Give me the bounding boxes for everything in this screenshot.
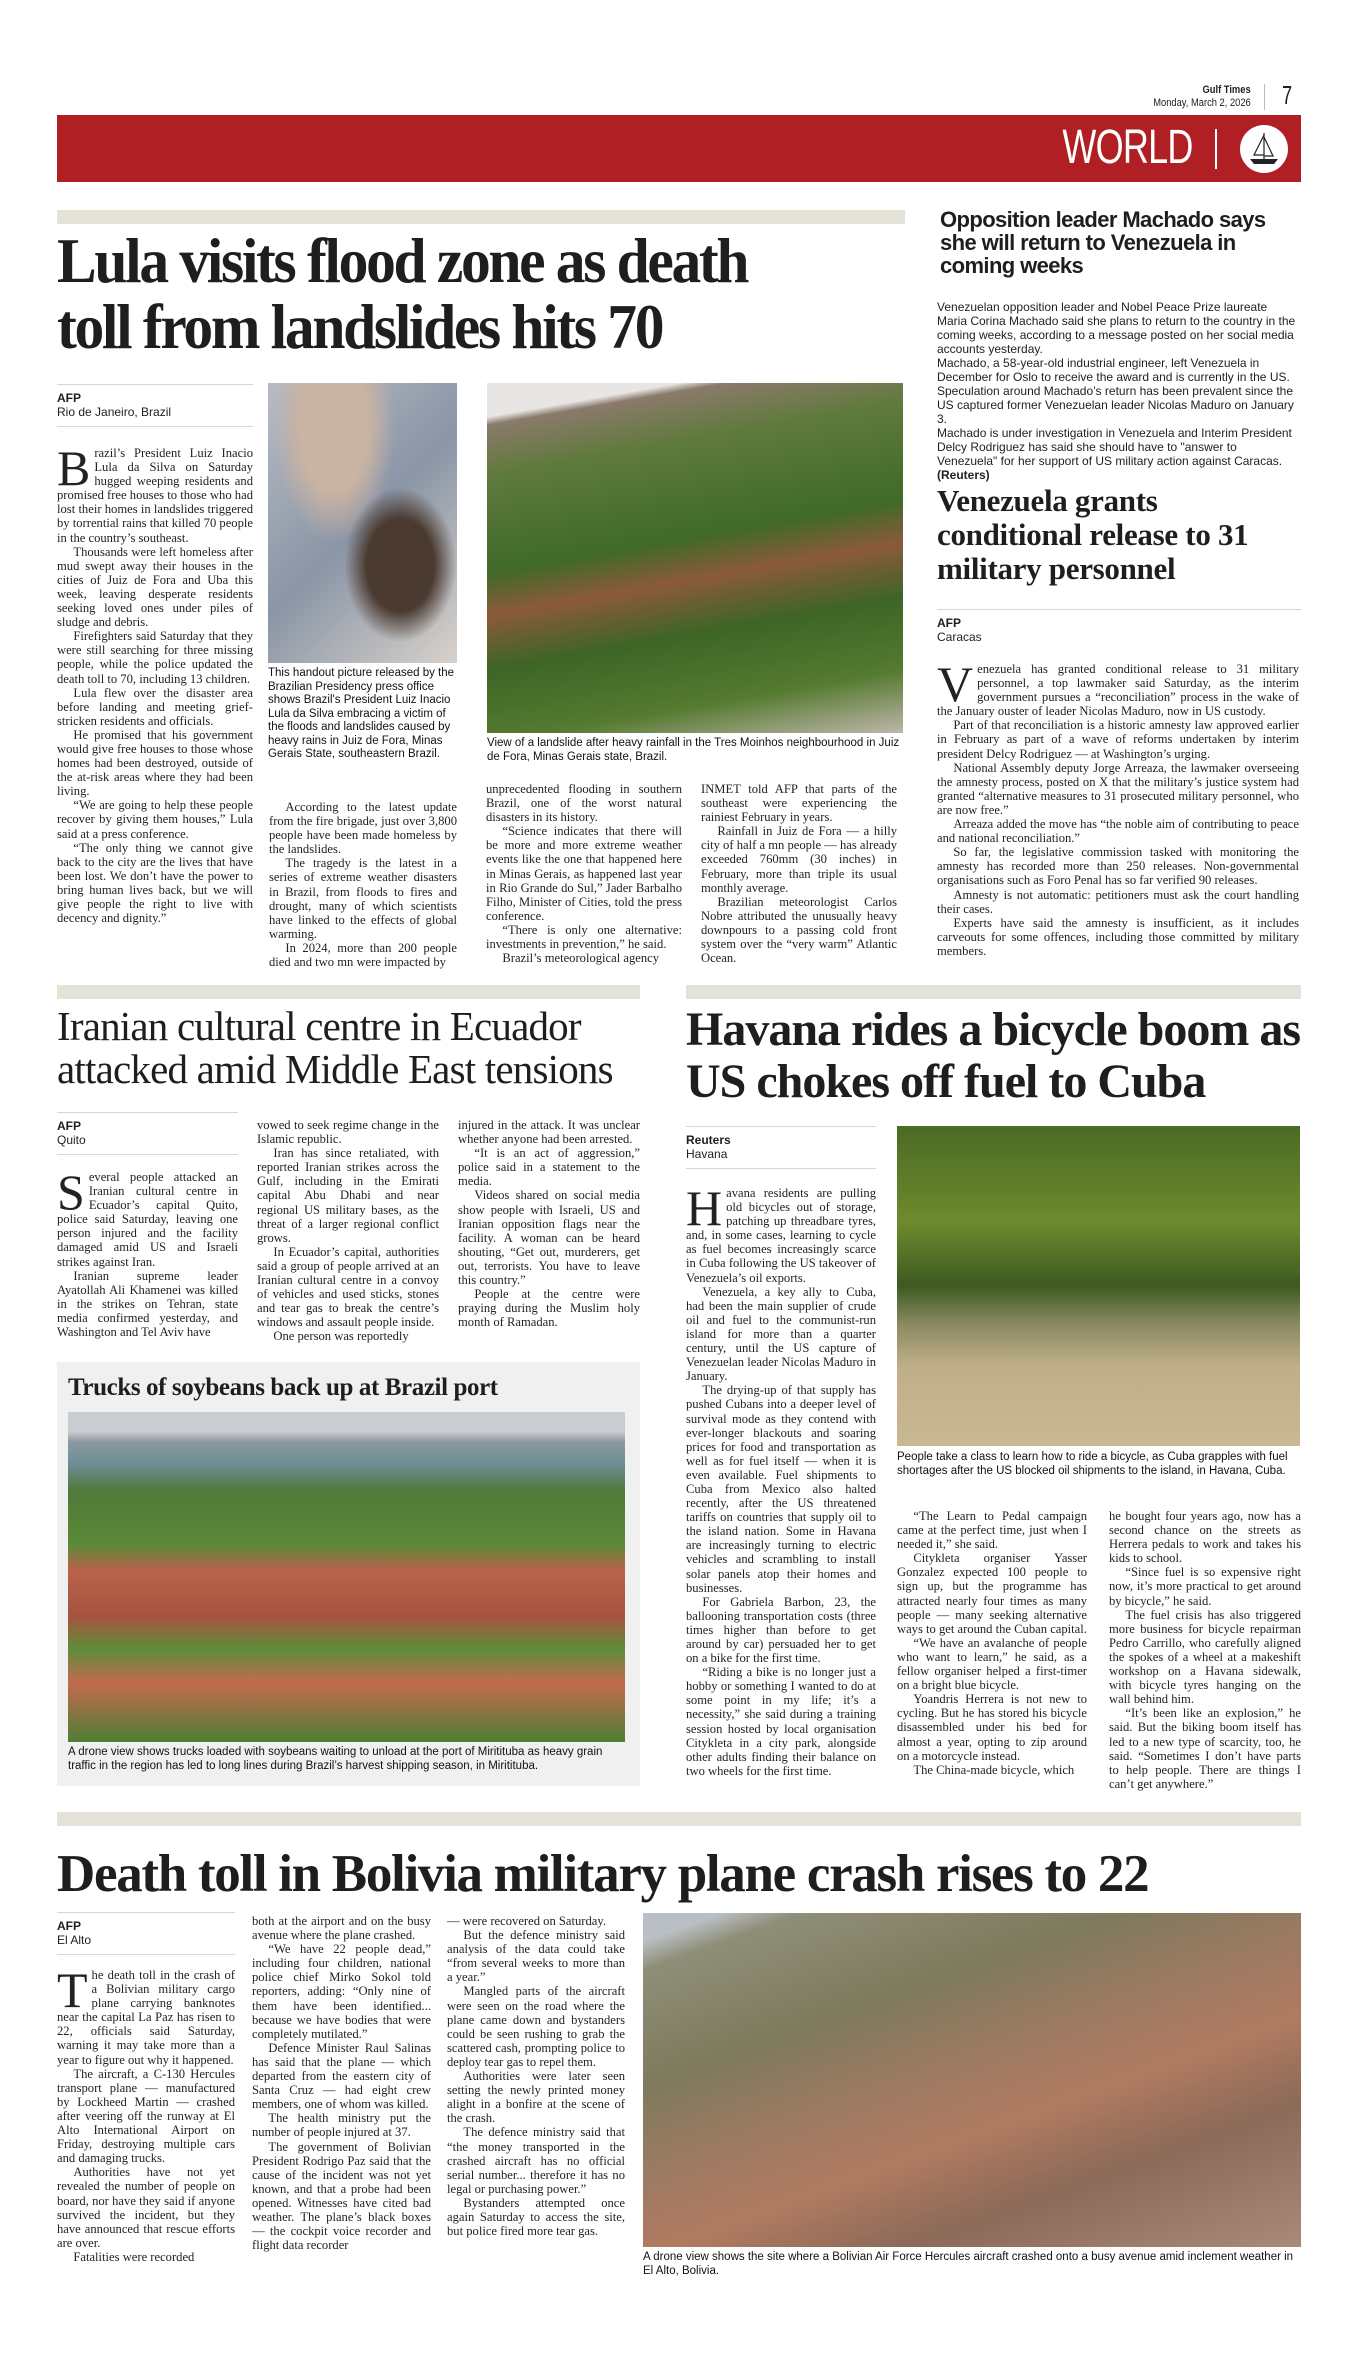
paragraph: both at the airport and on the busy avenue where the plane crashed.: [252, 1914, 431, 1943]
paragraph: The drying-up of that supply has pushed Cubans into a deeper level of survival mode as they contend with ever-longer blackouts and soaring prices for food and transportation as well as for fuel itself — when it is even available. Fuel shipments to Cuba from Mexico also halted recently, after the US threatened tariffs on countries that supply oil to the island nation. Some in Havana are increasingly turning to electric vehicles and scrambling to install solar panels atop their homes and businesses.: [686, 1383, 876, 1595]
headline-lula: Lula visits flood zone as death: [57, 225, 748, 296]
dateline: Havana: [686, 1147, 728, 1161]
headline-iran: Iranian cultural centre in Ecuador: [57, 1003, 581, 1049]
headline-lula-line2: toll from landslides hits 70: [57, 291, 663, 362]
article-column: [447, 1914, 625, 2238]
section-divider-bar: [686, 985, 1301, 999]
news-agency: AFP: [57, 1119, 81, 1133]
paragraph: he bought four years ago, now has a second chance on the streets as Herrera pedals to work and takes his kids to school.: [1109, 1509, 1301, 1566]
paragraph: “It is an act of aggression,” police said in a statement to the media.: [458, 1146, 640, 1189]
paragraph: Iranian supreme leader Ayatollah Ali Khamenei was killed in the strikes on Tehran, state media confirmed yesterday, and Washington and Tel Aviv have: [57, 1268, 238, 1340]
publication-name: Gulf Times: [1202, 84, 1251, 96]
paragraph: “Since fuel is so expensive right now, it’s more practical to get around by bicycle,” he said.: [1109, 1565, 1301, 1608]
paragraph: “The only thing we cannot give back to the city are the lives that have been lost. We don’t have the power to bring human lives back, but we will give people the right to live with decency and dignity.”: [57, 840, 253, 926]
paragraph: vowed to seek regime change in the Islamic republic.: [257, 1118, 439, 1147]
news-agency: AFP: [57, 1919, 81, 1933]
paragraph: [937, 426, 1299, 482]
article-column: [458, 1118, 640, 1329]
paragraph: Venezuelan opposition leader and Nobel Peace Prize laureate Maria Corina Machado said she plans to return to the country in the coming weeks, according to a message posted on her social media accounts yesterday.: [937, 300, 1296, 356]
paragraph: “Riding a bike is no longer just a hobby or something I wanted to do at some point in my life; it’s a necessity,” she said during a training session hosted by local organisation Citykleta in a city park, alongside other adults finding their balance on two wheels for the first time.: [686, 1665, 876, 1778]
byline: [57, 1112, 238, 1155]
paragraph: Citykleta organiser Yasser Gonzalez expected 100 people to sign up, but the programme has attracted nearly four times as many people — many seeking alternative ways to get around the Cuban capital.: [897, 1551, 1087, 1636]
headline-havana-line2: US chokes off fuel to Cuba: [686, 1055, 1206, 1108]
photo-feature-title: Trucks of soybeans back up at Brazil port: [68, 1374, 498, 1401]
paragraph: Lula flew over the disaster area before landing and meeting grief-stricken residents and officials.: [57, 685, 253, 728]
section-title: WORLD: [1062, 121, 1193, 174]
paragraph: Thousands were left homeless after mud swept away their houses in the cities of Juiz de Fora and Uba this week, leaving desperate residents seeking loved ones under piles of sludge and debris.: [57, 544, 253, 630]
photo-caption: View of a landslide after heavy rainfall in the Tres Moinhos neighbourhood in Juiz de Fora, Minas Gerais state, Brazil.: [487, 737, 900, 763]
paragraph: “It’s been like an explosion,” he said. But the biking boom itself has led to a new type of scarcity, too, he said. “Sometimes I don’t have parts to help people. There are things I can’t get anywhere.”: [1109, 1706, 1301, 1791]
paragraph: Speculation around Machado’s return has been prevalent since the US captured former Venezuelan leader Nicolas Maduro on January 3.: [937, 384, 1294, 426]
article-column: [937, 656, 1299, 958]
article-column: [257, 1118, 439, 1344]
article-column: [486, 782, 682, 965]
article-column: [701, 782, 897, 965]
headline-iran-line2: attacked amid Middle East tensions: [57, 1046, 613, 1092]
paragraph: — were recovered on Saturday.: [447, 1914, 606, 1928]
photo-caption: A drone view shows trucks loaded with soybeans waiting to unload at the port of Miritituba as heavy grain traffic in the region has led to long lines during Brazil’s harvest shipping season, in Miritituba.: [68, 1746, 603, 1772]
byline: [686, 1126, 876, 1169]
dateline: Quito: [57, 1133, 86, 1147]
paragraph: The death toll in the crash of a Bolivian military cargo plane carrying banknotes near the capital La Paz has risen to 22, officials said Saturday, warning it may take more than a year to figure out why it happened.: [57, 1962, 235, 2067]
paragraph: Havana residents are pulling old bicycles out of storage, patching up threadbare tyres, and, in some cases, learning to cycle as fuel becomes increasingly scarce in Cuba following the US takeover of Venezuela’s oil exports.: [686, 1180, 876, 1285]
paragraph: Firefighters said Saturday that they were still searching for three missing people, while the police updated the death toll to 70, including 13 children.: [57, 629, 253, 686]
paragraph-text: Machado is under investigation in Venezuela and Interim President Delcy Rodriguez has said she should have to "answer to Venezuela" for her support of US military action against Caracas.: [937, 426, 1292, 468]
paragraph: People at the centre were praying during the Muslim holy month of Ramadan.: [458, 1287, 640, 1330]
dateline: Rio de Janeiro, Brazil: [57, 405, 172, 419]
headline-havana: Havana rides a bicycle boom as: [686, 1003, 1300, 1056]
paragraph: “There is only one alternative: investments in prevention,” he said.: [486, 922, 682, 952]
photo-bicycle-class: [897, 1126, 1300, 1446]
article-column: [252, 1914, 431, 2252]
paragraph: “The Learn to Pedal campaign came at the perfect time, just when I needed it,” she said.: [897, 1509, 1087, 1552]
byline: [937, 609, 1301, 651]
section-divider-bar: [57, 1812, 1301, 1826]
paragraph: The health ministry put the number of people injured at 37.: [252, 2111, 431, 2140]
paragraph: “We are going to help these people recover by giving them houses,” Lula said at a press conference.: [57, 798, 253, 841]
photo-landslide: [487, 383, 903, 733]
paragraph: Mangled parts of the aircraft were seen on the road where the plane came down and bystanders could be seen rushing to grab the scattered cash, prompting police to deploy tear gas to repel them.: [447, 1984, 625, 2069]
paragraph: The fuel crisis has also triggered more business for bicycle repairman Pedro Carrillo, who carefully aligned the spokes of a wheel at a makeshift workshop on a Havana sidewalk, with bicycle tyres hanging on the wall behind him.: [1109, 1607, 1301, 1707]
paragraph: He promised that his government would give free houses to those whose homes had been destroyed, outside of the at-risk areas where they had been living.: [57, 727, 253, 799]
paragraph: Arreaza added the move has “the noble aim of contributing to peace and national reconciliation.”: [937, 817, 1299, 846]
paragraph: The government of Bolivian President Rodrigo Paz said that the cause of the incident was not yet known, and that a probe had been opened. Witnesses have cited bad weather. The plane’s black boxes — the cockpit voice recorder and flight data recorder: [252, 2139, 431, 2253]
paragraph: Yoandris Herrera is not new to cycling. But he has stored his bicycle disassembled under his bed for almost a year, opting to zip around on a motorcycle instead.: [897, 1692, 1087, 1763]
paragraph: Venezuela has granted conditional release to 31 military personnel, a top lawmaker said Saturday, as the interim government pursues a “reconciliation” process in the wake of the January ouster of leader Nicolas Maduro, now in US custody.: [937, 656, 1299, 719]
paragraph: Videos shared on social media show people with Israeli, US and Iranian opposition flags near the facility. A woman can be heard shouting, “Get out, murderers, get out, terrorists. You have to leave this country.”: [458, 1188, 640, 1288]
paragraph: Brazil’s meteorological agency: [502, 951, 660, 966]
dateline: El Alto: [57, 1933, 92, 1947]
page-number: 7: [1282, 80, 1293, 110]
paragraph: The China-made bicycle, which: [913, 1762, 1075, 1777]
byline: [57, 1912, 235, 1955]
paragraph: The tragedy is the latest in a series of extreme weather disasters in Brazil, from floods to fires and drought, many of which scientists have linked to the effects of global warming.: [269, 856, 457, 941]
paragraph: Authorities were later seen setting the newly printed money alight in a bonfire at the scene of the crash.: [447, 2069, 625, 2126]
photo-plane-crash-site: [643, 1913, 1301, 2247]
paragraph: So far, the legislative commission tasked with monitoring the amnesty has recorded more than 250 releases. Non-governmental organisations such as Foro Penal has so far verified 90 releases.: [937, 845, 1299, 888]
byline: [57, 384, 253, 427]
article-column: [57, 1164, 238, 1340]
paragraph: National Assembly deputy Jorge Arreaza, the lawmaker overseeing the amnesty process, posted on X that the military’s justice system had granted “alternative measures to 31 prosecuted military personnel, who are now free.”: [937, 760, 1299, 817]
headline-venezuela: Venezuela grants conditional release to 31 military personnel: [937, 483, 1249, 586]
paragraph: According to the latest update from the fire brigade, just over 3,800 people have been made homeless by the landslides.: [269, 800, 457, 857]
section-divider-bar: [57, 210, 905, 224]
paragraph: Brazil’s President Luiz Inacio Lula da Silva on Saturday hugged weeping residents and promised free houses to those who had lost their homes in landslides triggered by torrential rains that killed 70 people in the country’s southeast.: [57, 440, 253, 545]
paragraph: Defence Minister Raul Salinas has said that the plane — which departed from the eastern city of Santa Cruz — had eight crew members, one of whom was killed.: [252, 2040, 431, 2112]
photo-caption: This handout picture released by the Brazilian Presidency press office shows Brazil's President Luiz Inacio Lula da Silva embracing a victim of the floods and landslides caused by heavy rains in Juiz de Fora, Minas Gerais State, southeastern Brazil.: [268, 667, 455, 760]
article-column: [686, 1180, 876, 1778]
headline-machado: Opposition leader Machado says she will return to Venezuela in coming weeks: [940, 207, 1266, 278]
paragraph: Experts have said the amnesty is insufficient, as it includes carveouts for some offences, including those committed by military members.: [937, 915, 1299, 958]
paragraph: The defence ministry said that “the money transported in the crashed aircraft has no official serial number... therefore it has no legal or purchasing power.”: [447, 2125, 625, 2196]
news-agency: AFP: [57, 391, 81, 405]
news-agency: Reuters: [686, 1133, 731, 1147]
paragraph: In 2024, more than 200 people died and two mn were impacted by: [269, 940, 457, 970]
photo-caption: People take a class to learn how to ride a bicycle, as Cuba grapples with fuel shortages after the US blocked oil shipments to the island, in Havana, Cuba.: [897, 1451, 1288, 1477]
paragraph: unprecedented flooding in southern Brazil, one of the worst natural disasters in its history.: [486, 782, 682, 825]
article-column: [897, 1509, 1087, 1777]
article-column: [57, 440, 253, 926]
paragraph: Rainfall in Juiz de Fora — a hilly city of half a mn people — has already exceeded 760mm (30 inches) in February, more than triple its usual monthly average.: [701, 824, 897, 895]
divider: [1264, 84, 1265, 110]
paragraph: Fatalities were recorded: [73, 2249, 195, 2264]
paragraph: Amnesty is not automatic: petitioners must ask the court handling their cases.: [937, 887, 1299, 916]
paragraph: Machado, a 58-year-old industrial engineer, left Venezuela in December for Oslo to receive the award and is currently in the US.: [937, 356, 1290, 384]
paragraph: But the defence ministry said analysis of the data could take “from several weeks to more than a year.”: [447, 1928, 625, 1985]
paragraph: One person was reportedly: [273, 1329, 409, 1344]
article-column: [57, 1962, 235, 2264]
paragraph: Bystanders attempted once again Saturday to access the site, but police fired more tear gas.: [447, 2195, 625, 2239]
dateline: Caracas: [937, 630, 982, 644]
paragraph: injured in the attack. It was unclear whether anyone had been arrested.: [458, 1118, 640, 1147]
paragraph: Iran has since retaliated, with reported Iranian strikes across the Gulf, including in the Emirati capital Abu Dhabi and near regional US military bases, as the threat of a larger regional conflict grows.: [257, 1146, 439, 1245]
news-credit: (Reuters): [937, 468, 990, 482]
photo-caption: A drone view shows the site where a Bolivian Air Force Hercules aircraft crashed onto a busy avenue amid inclement weather in El Alto, Bolivia.: [643, 2251, 1294, 2277]
issue-date: Monday, March 2, 2026: [1153, 97, 1251, 109]
paragraph: “We have 22 people dead,” including four children, national police chief Mirko Sokol told reporters, adding: “Only nine of them have been identified... because we have bodies that were completely mutilated.”: [252, 1942, 431, 2041]
article-body: [937, 300, 1299, 482]
paragraph: The aircraft, a C-130 Hercules transport plane — manufactured by Lockheed Martin — crashed after veering off the runway at El Alto International Airport on Friday, destroying multiple cars and damaging trucks.: [57, 2066, 235, 2166]
headline-bolivia: Death toll in Bolivia military plane crash rises to 22: [57, 1845, 1149, 1903]
photo-soybean-trucks: [68, 1412, 625, 1742]
article-column: [269, 800, 457, 969]
paragraph: Several people attacked an Iranian cultural centre in Ecuador’s capital Quito, police said Saturday, leaving one person injured and the facility damaged amid US and Israeli strikes against Iran.: [57, 1164, 238, 1269]
paragraph: For Gabriela Barbon, 23, the ballooning transportation costs (three times higher than before to get around by car) persuaded her to get on a bike for the first time.: [686, 1594, 876, 1666]
paragraph: Authorities have not yet revealed the number of people on board, nor have they said if anyone survived the incident, but they have announced that rescue efforts are over.: [57, 2165, 235, 2250]
paragraph: Venezuela, a key ally to Cuba, had been the main supplier of crude oil and fuel to the communist-run island for more than a quarter century, until the US capture of Venezuelan leader Nicolas Maduro in January.: [686, 1284, 876, 1384]
paragraph: “We have an avalanche of people who want to learn,” he said, as a fellow organiser helped a first-timer on a bright blue bicycle.: [897, 1635, 1087, 1693]
news-agency: AFP: [937, 616, 961, 630]
paragraph: INMET told AFP that parts of the southeast were experiencing the rainiest February in years.: [701, 782, 897, 825]
article-column: [1109, 1509, 1301, 1791]
paragraph: Brazilian meteorologist Carlos Nobre attributed the unusually heavy downpours to a passing cold front system over the “very warm” Atlantic Ocean.: [701, 894, 897, 966]
paragraph-group: [937, 300, 1299, 426]
photo-lula-embrace: [268, 383, 457, 663]
dhow-boat-icon: [1240, 125, 1288, 173]
paragraph: Part of that reconciliation is a historic amnesty law approved earlier in February as part of a wave of reforms undertaken by interim president Delcy Rodriguez — at Washington’s urging.: [937, 718, 1299, 761]
section-divider-bar: [57, 985, 640, 999]
paragraph: In Ecuador’s capital, authorities said a group of people arrived at an Iranian cultural centre in a convoy of vehicles and used sticks, stones and tear gas to break the centre’s windows and assault people inside.: [257, 1244, 439, 1330]
paragraph: “Science indicates that there will be more and more extreme weather events like the one that happened here in Minas Gerais, as happened last year in Rio Grande do Sul,” Jader Barbalho Filho, Minister of Cities, told the press conference.: [486, 824, 682, 923]
divider: [1215, 129, 1217, 169]
